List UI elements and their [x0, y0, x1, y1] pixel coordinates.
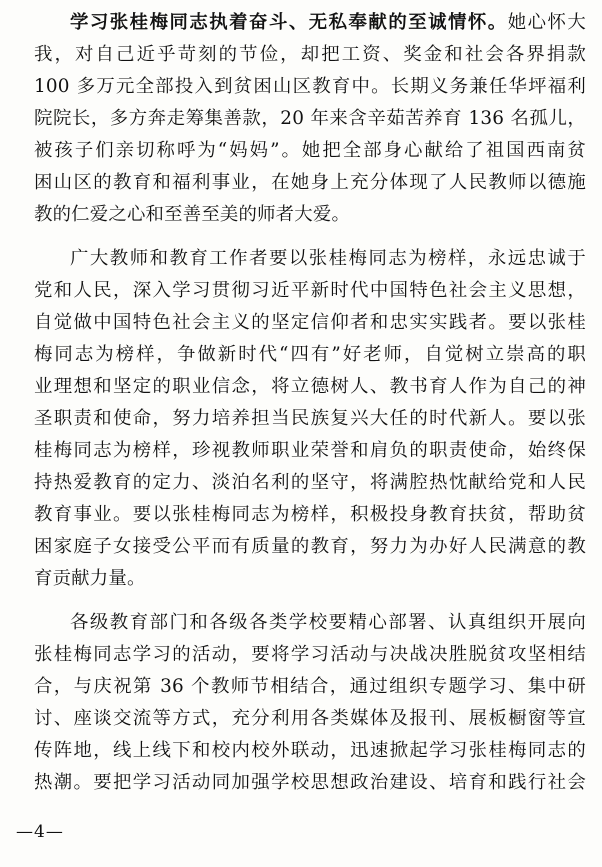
paragraph-3-line-1: 各级教育部门和各级各类学校要精心部署、认真组织开展向	[70, 612, 586, 633]
paragraph-1	[34, 7, 586, 231]
paragraph-2-line-10: 困家庭子女接受公平而有质量的教育，努力为办好人民满意的教	[34, 536, 586, 557]
paragraph-1-line-4: 院院长，多方奔走筹集善款，20 年来含辛茹苦养育 136 名孤儿，	[34, 108, 586, 129]
paragraph-1-line-1	[34, 7, 586, 39]
paragraph-2-line-4: 梅同志为榜样，争做新时代“四有”好老师，自觉树立崇高的职	[34, 344, 586, 365]
paragraph-1-line-7: 教的仁爱之心和至善至美的师者大爱。	[34, 204, 351, 225]
bold-heading-text: 学习张桂梅同志执着奋斗、无私奉献的至诚情怀。	[70, 12, 508, 33]
paragraph-2-line-7: 桂梅同志为榜样，珍视教师职业荣誉和肩负的职责使命，始终保	[34, 440, 586, 461]
paragraph-2-line-8: 持热爱教育的定力、淡泊名利的坚守，将满腔热忱献给党和人民	[34, 472, 586, 493]
paragraph-1-line-3: 100 多万元全部投入到贫困山区教育中。长期义务兼任华坪福利	[34, 76, 586, 97]
paragraph-1-line-6: 困山区的教育和福利事业，在她身上充分体现了人民教师以德施	[34, 172, 586, 193]
paragraph-3-line-6: 热潮。要把学习活动同加强学校思想政治建设、培育和践行社会	[34, 772, 586, 793]
paragraph-3	[34, 607, 586, 799]
paragraph-3-line-3: 合，与庆祝第 36 个教师节相结合，通过组织专题学习、集中研	[34, 676, 586, 697]
paragraph-1-line-5: 被孩子们亲切称呼为“妈妈”。她把全部身心献给了祖国西南贫	[34, 140, 586, 161]
page-number: —4—	[16, 822, 64, 842]
paragraph-2-line-3: 自觉做中国特色社会主义的坚定信仰者和忠实实践者。要以张桂	[34, 312, 586, 333]
paragraph-3-line-4: 讨、座谈交流等方式，充分利用各类媒体及报刊、展板橱窗等宣	[34, 708, 586, 729]
paragraph-3-line-2: 张桂梅同志学习的活动，要将学习活动与决战决胜脱贫攻坚相结	[34, 644, 586, 665]
paragraph-1-line-2: 我，对自己近乎苛刻的节俭，却把工资、奖金和社会各界捐款	[34, 44, 586, 65]
paragraph-2-line-1: 广大教师和教育工作者要以张桂梅同志为榜样，永远忠诚于	[70, 248, 586, 269]
paragraph-2-line-11: 育贡献力量。	[34, 568, 146, 589]
paragraph-2-line-2: 党和人民，深入学习贯彻习近平新时代中国特色社会主义思想，	[34, 280, 586, 301]
paragraph-2-line-5: 业理想和坚定的职业信念，将立德树人、教书育人作为自己的神	[34, 376, 586, 397]
paragraph-2	[34, 243, 586, 595]
paragraph-2-line-9: 教育事业。要以张桂梅同志为榜样，积极投身教育扶贫，帮助贫	[34, 504, 586, 525]
paragraph-2-line-6: 圣职责和使命，努力培养担当民族复兴大任的时代新人。要以张	[34, 408, 586, 429]
line-text: 她心怀大	[507, 12, 586, 33]
paragraph-3-line-5: 传阵地，线上线下和校内校外联动，迅速掀起学习张桂梅同志的	[34, 740, 586, 761]
